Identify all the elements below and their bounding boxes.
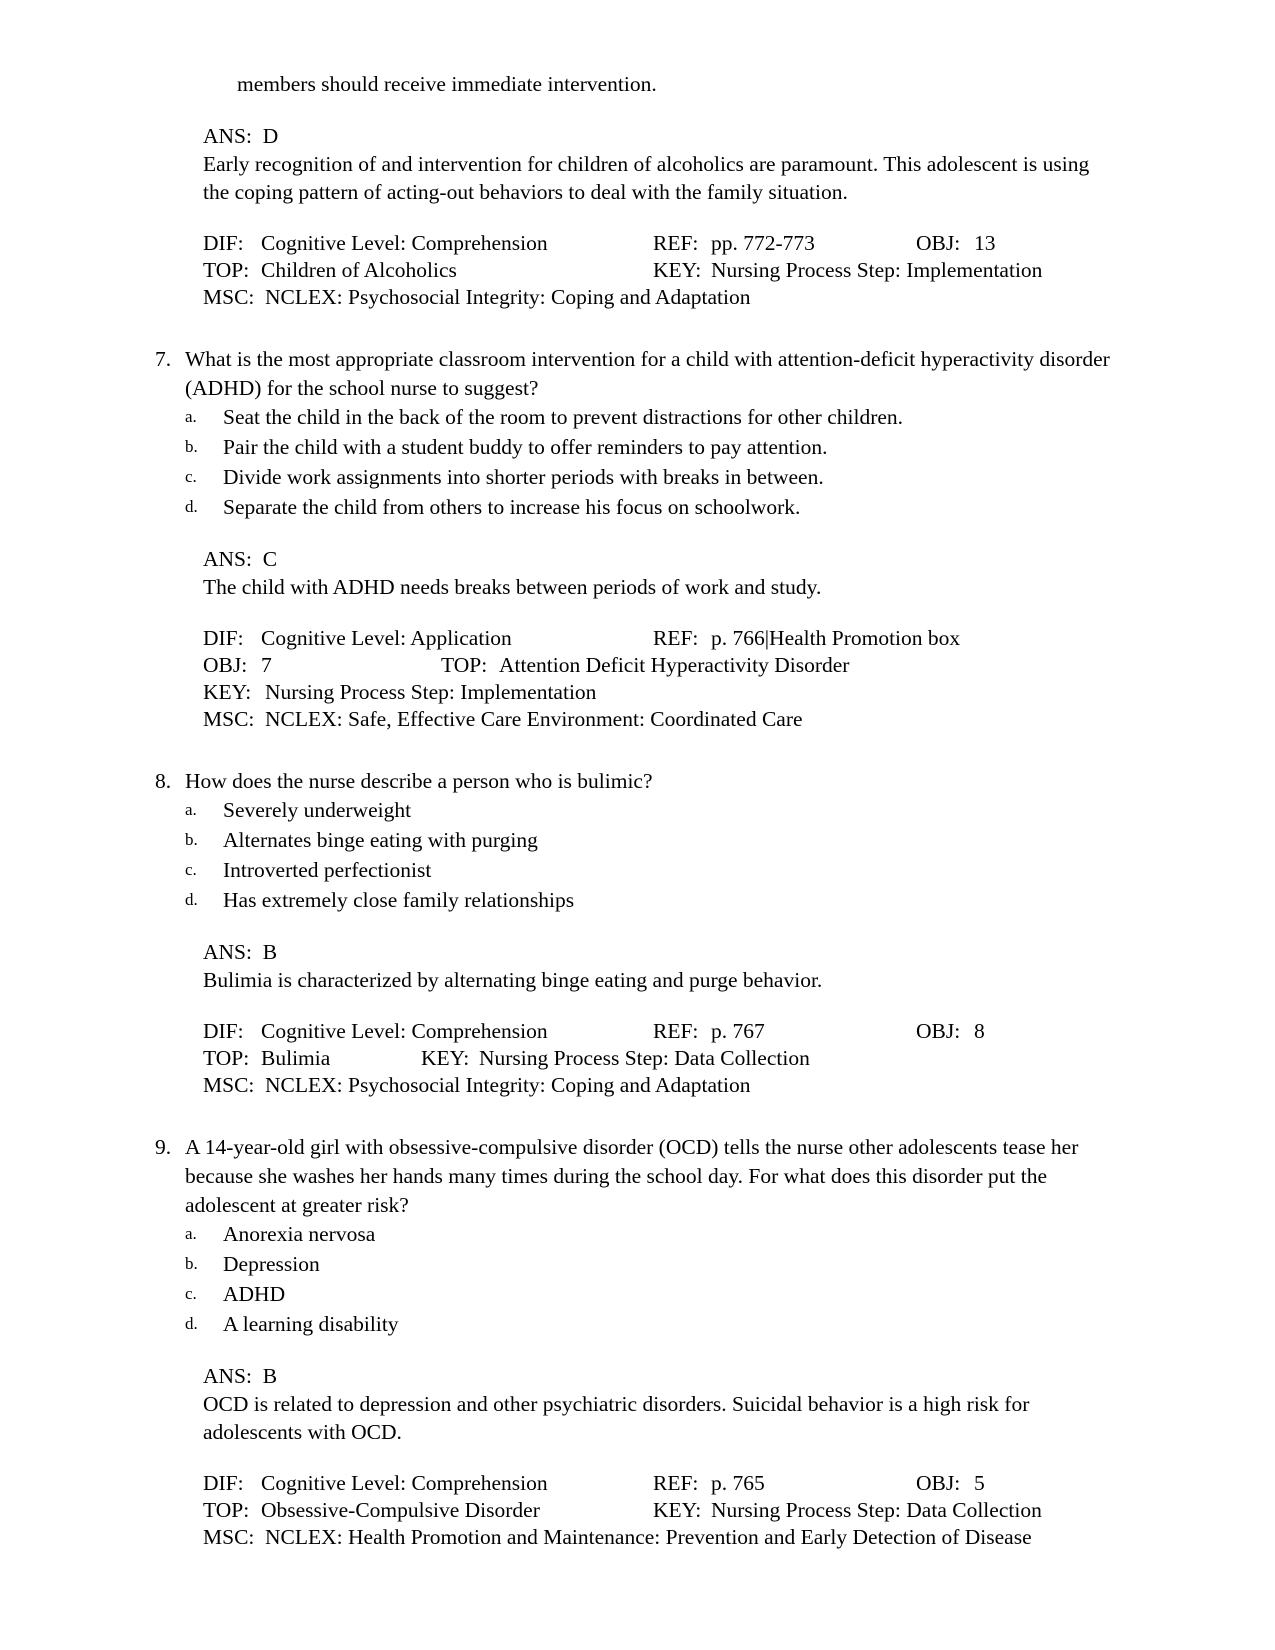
dif-value: Cognitive Level: Comprehension xyxy=(261,231,548,255)
answer-line xyxy=(203,1362,1155,1390)
metadata-row-dif xyxy=(203,1018,1155,1045)
obj-value: 13 xyxy=(974,231,996,255)
msc-value: NCLEX: Safe, Effective Care Environment: Coordinated Care xyxy=(265,707,803,731)
question-8 xyxy=(155,767,1155,1099)
option-letter: d. xyxy=(185,1314,198,1333)
option-text: Seat the child in the back of the room to prevent distractions for other children. xyxy=(223,405,904,429)
option-text: Severely underweight xyxy=(223,798,412,822)
obj-value: 8 xyxy=(974,1019,985,1043)
top-value: Obsessive-Compulsive Disorder xyxy=(261,1498,540,1522)
key-label: KEY: xyxy=(421,1046,470,1070)
metadata-row-obj xyxy=(203,652,1155,679)
key-label: KEY: xyxy=(653,1498,702,1522)
question-number: 8. xyxy=(155,769,172,793)
answer-line xyxy=(203,122,1155,150)
dif-value: Cognitive Level: Comprehension xyxy=(261,1019,548,1043)
key-value: Nursing Process Step: Data Collection xyxy=(479,1046,810,1070)
metadata-row-dif xyxy=(203,230,1155,257)
top-label: TOP: xyxy=(441,653,488,677)
option-list xyxy=(155,1220,1155,1340)
option-letter: c. xyxy=(185,1284,197,1303)
msc-value: NCLEX: Psychosocial Integrity: Coping and Adaptation xyxy=(265,285,751,309)
obj-value: 5 xyxy=(974,1471,985,1495)
option-letter: b. xyxy=(185,1254,198,1273)
option-a[interactable] xyxy=(155,403,1155,433)
key-value: Nursing Process Step: Data Collection xyxy=(711,1498,1042,1522)
dif-value: Cognitive Level: Application xyxy=(261,626,512,650)
answer-block xyxy=(203,545,1155,601)
ref-label: REF: xyxy=(653,1471,699,1495)
top-value: Children of Alcoholics xyxy=(261,258,457,282)
option-b[interactable] xyxy=(155,1250,1155,1280)
ref-label: REF: xyxy=(653,231,699,255)
option-a[interactable] xyxy=(155,1220,1155,1250)
option-letter: c. xyxy=(185,860,197,879)
option-letter: c. xyxy=(185,467,197,486)
rationale-text: OCD is related to depression and other psychiatric disorders. Suicidal behavior is a high risk for adolescents with OCD. xyxy=(203,1392,1035,1444)
key-label: KEY: xyxy=(653,258,702,282)
msc-value: NCLEX: Health Promotion and Maintenance: Prevention and Early Detection of Disease xyxy=(265,1525,1032,1549)
metadata-row-msc xyxy=(203,1072,1155,1099)
top-value: Bulimia xyxy=(261,1046,331,1070)
obj-label: OBJ: xyxy=(916,1471,961,1495)
metadata-row-dif xyxy=(203,625,1155,652)
metadata-block xyxy=(203,625,1155,733)
answer-label: ANS: xyxy=(203,940,252,964)
metadata-row-top xyxy=(203,257,1155,284)
ref-value: pp. 772-773 xyxy=(711,231,815,255)
answer-line xyxy=(203,938,1155,966)
key-value: Nursing Process Step: Implementation xyxy=(265,680,597,704)
metadata-block xyxy=(203,1018,1155,1099)
metadata-block xyxy=(203,230,1155,311)
option-d[interactable] xyxy=(155,493,1155,523)
metadata-row-dif xyxy=(203,1470,1155,1497)
rationale-text: Bulimia is characterized by alternating binge eating and purge behavior. xyxy=(203,968,823,992)
option-text: ADHD xyxy=(223,1282,286,1306)
rationale-text: The child with ADHD needs breaks between periods of work and study. xyxy=(203,575,822,599)
top-label: TOP: xyxy=(203,258,250,282)
key-label: KEY: xyxy=(203,680,252,704)
option-text: Pair the child with a student buddy to offer reminders to pay attention. xyxy=(223,435,828,459)
rationale-text: Early recognition of and intervention for children of alcoholics are paramount. This adolescent is using the coping pattern of acting-out behaviors to deal with the family situation. xyxy=(203,152,1095,204)
metadata-row-top xyxy=(203,1045,1155,1072)
option-letter: b. xyxy=(185,437,198,456)
question-heading xyxy=(155,1133,1155,1220)
question-number: 7. xyxy=(155,347,172,371)
answer-label: ANS: xyxy=(203,1364,252,1388)
option-c[interactable] xyxy=(155,856,1155,886)
question-stem: What is the most appropriate classroom intervention for a child with attention-deficit hyperactivity disorder (ADHD) for the school nurse to suggest? xyxy=(185,347,1110,400)
obj-label: OBJ: xyxy=(916,231,961,255)
option-a[interactable] xyxy=(155,796,1155,826)
answer-value: B xyxy=(262,940,278,964)
key-value: Nursing Process Step: Implementation xyxy=(711,258,1043,282)
top-value: Attention Deficit Hyperactivity Disorder xyxy=(499,653,850,677)
ref-label: REF: xyxy=(653,626,699,650)
dif-value: Cognitive Level: Comprehension xyxy=(261,1471,548,1495)
msc-label: MSC: xyxy=(203,285,255,309)
question-stem: A 14-year-old girl with obsessive-compulsive disorder (OCD) tells the nurse other adolescents tease her because she washes her hands many times during the school day. For what does this disorder put the adolescent at greater risk? xyxy=(185,1135,1079,1217)
answer-block-6 xyxy=(155,122,1155,311)
answer-block xyxy=(203,1362,1155,1446)
option-text: Depression xyxy=(223,1252,320,1276)
option-b[interactable] xyxy=(155,826,1155,856)
ref-value: p. 767 xyxy=(711,1019,765,1043)
option-letter: a. xyxy=(185,800,197,819)
dif-label: DIF: xyxy=(203,1019,244,1043)
ref-value: p. 765 xyxy=(711,1471,765,1495)
msc-label: MSC: xyxy=(203,1525,255,1549)
ref-value: p. 766|Health Promotion box xyxy=(711,626,961,650)
metadata-row-msc xyxy=(203,706,1155,733)
dif-label: DIF: xyxy=(203,1471,244,1495)
option-letter: a. xyxy=(185,1224,197,1243)
option-text: A learning disability xyxy=(223,1312,399,1336)
dif-label: DIF: xyxy=(203,626,244,650)
answer-block xyxy=(203,938,1155,994)
option-b[interactable] xyxy=(155,433,1155,463)
question-heading xyxy=(155,767,1155,796)
top-label: TOP: xyxy=(203,1046,250,1070)
option-text: Divide work assignments into shorter periods with breaks in between. xyxy=(223,465,824,489)
metadata-row-key xyxy=(203,679,1155,706)
option-text: Has extremely close family relationships xyxy=(223,888,575,912)
metadata-block xyxy=(203,1470,1155,1551)
answer-label: ANS: xyxy=(203,124,252,148)
answer-value: B xyxy=(262,1364,278,1388)
answer-line xyxy=(203,545,1155,573)
question-stem: How does the nurse describe a person who is bulimic? xyxy=(185,769,653,793)
option-c[interactable] xyxy=(155,463,1155,493)
msc-label: MSC: xyxy=(203,1073,255,1097)
option-list xyxy=(155,796,1155,916)
option-letter: d. xyxy=(185,497,198,516)
option-letter: b. xyxy=(185,830,198,849)
ref-label: REF: xyxy=(653,1019,699,1043)
option-letter: d. xyxy=(185,890,198,909)
msc-label: MSC: xyxy=(203,707,255,731)
continuation-text: members should receive immediate intervention. xyxy=(237,72,657,96)
option-letter: a. xyxy=(185,407,197,426)
option-list xyxy=(155,403,1155,523)
option-text: Alternates binge eating with purging xyxy=(223,828,538,852)
question-number: 9. xyxy=(155,1135,172,1159)
metadata-row-msc xyxy=(203,1524,1155,1551)
obj-label: OBJ: xyxy=(203,653,248,677)
question-7 xyxy=(155,345,1155,733)
option-d[interactable] xyxy=(155,886,1155,916)
question-heading xyxy=(155,345,1155,403)
top-label: TOP: xyxy=(203,1498,250,1522)
metadata-row-top xyxy=(203,1497,1155,1524)
msc-value: NCLEX: Psychosocial Integrity: Coping and Adaptation xyxy=(265,1073,751,1097)
question-9 xyxy=(155,1133,1155,1551)
obj-label: OBJ: xyxy=(916,1019,961,1043)
answer-value: C xyxy=(262,547,278,571)
answer-value: D xyxy=(262,124,279,148)
metadata-row-msc xyxy=(203,284,1155,311)
dif-label: DIF: xyxy=(203,231,244,255)
option-d[interactable] xyxy=(155,1310,1155,1340)
option-text: Separate the child from others to increase his focus on schoolwork. xyxy=(223,495,801,519)
answer-label: ANS: xyxy=(203,547,252,571)
option-text: Introverted perfectionist xyxy=(223,858,432,882)
obj-value: 7 xyxy=(261,653,272,677)
option-c[interactable] xyxy=(155,1280,1155,1310)
option-text: Anorexia nervosa xyxy=(223,1222,376,1246)
